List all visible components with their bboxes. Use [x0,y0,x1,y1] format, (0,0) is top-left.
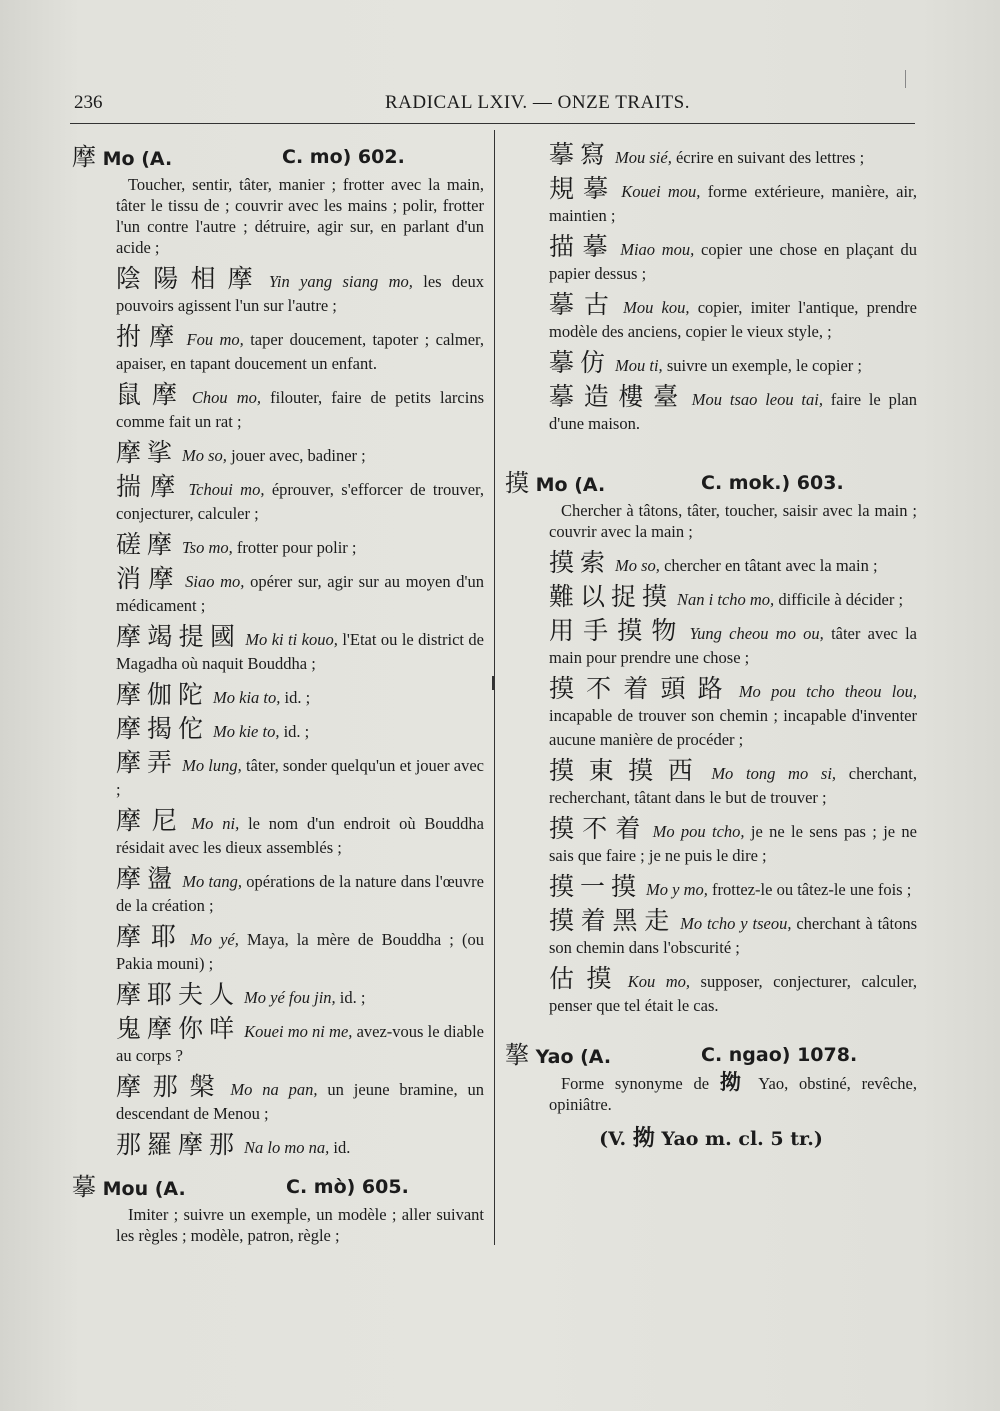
compound-entry [505,174,917,228]
compound-gloss: id. ; [339,988,366,1007]
headword-cantonese: C. mò) 605. [286,1176,409,1198]
compound-chars: 摸不着 [549,814,649,843]
compound-romanization: Mou kou, [623,298,690,317]
compound-entry [505,348,917,378]
compound-chars: 摩挲 [116,438,179,467]
ref-text: Yao m. cl. 5 tr.) [661,1128,823,1150]
compound-romanization: Mo ki ti kouo, [245,630,338,649]
compound-gloss: forme extérieure, manière, air, maintien ; [549,182,917,225]
compound-romanization: Yung cheou mo ou, [689,624,824,643]
compound-gloss: écrire en suivant des lettres ; [675,148,865,167]
def-text: Yao, obstiné, revêche, opiniâtre. [549,1074,917,1114]
compound-chars: 摸一摸 [549,872,643,901]
compound-entry [72,680,484,710]
compound-romanization: Mo na pan, [230,1080,318,1099]
compound-gloss: opérer sur, agir sur au moyen d'un médicament ; [116,572,485,615]
compound-romanization: Mo y mo, [646,880,708,899]
compound-gloss: tâter avec la main pour prendre une chose ; [549,624,917,667]
compound-gloss: jouer avec, badiner ; [231,446,366,465]
compound-entry [72,622,484,676]
compound-gloss: frottez-le ou tâtez-le une fois ; [712,880,912,899]
compound-chars: 摩弄 [116,748,179,777]
compound-romanization: Mo tang, [182,872,242,891]
compound-romanization: Mou tsao leou tai, [691,390,823,409]
compound-chars: 摸東摸西 [549,756,708,785]
compound-gloss: cherchant à tâtons son chemin dans l'obscurité ; [549,914,918,957]
compound-chars: 摩盪 [116,864,179,893]
definition-1078 [549,1072,917,1115]
compound-chars: 估摸 [549,964,624,993]
compound-gloss: difficile à décider ; [778,590,904,609]
ref-char: 拗 [632,1125,655,1151]
page-number: 236 [74,92,103,113]
compound-chars: 摹造樓臺 [549,382,688,411]
entry-heading-605 [72,1170,484,1204]
compound-line [72,564,484,618]
compound-entry [72,530,484,560]
compound-entry [505,290,917,344]
compound-romanization: Mo kie to, [213,722,280,741]
right-column [505,140,917,1152]
compound-gloss: incapable de trouver son chemin ; incapable d'inventer aucune manière de procéder ; [549,706,917,749]
page-header [70,92,915,122]
compound-line [505,872,917,902]
compound-gloss: frotter pour polir ; [236,538,357,557]
compound-romanization: Mo pou tcho, [652,822,745,841]
compound-romanization: Chou mo, [191,388,262,407]
compound-entry [505,814,917,868]
compound-line [72,1072,484,1126]
compound-gloss: Maya, la mère de Bouddha ; (ou Pakia mouni) ; [116,930,484,973]
compound-entry [72,1014,484,1068]
compound-chars: 摩竭提國 [116,622,242,651]
compound-line [505,548,917,578]
compound-gloss: taper doucement, tapoter ; calmer, apaiser, en tapant doucement un enfant. [116,330,484,373]
compound-entry [72,380,484,434]
compound-chars: 摩耶夫人 [116,980,241,1009]
compound-chars: 規摹 [549,174,618,203]
compound-entry [72,922,484,976]
compound-chars: 摩伽陀 [116,680,210,709]
compound-chars: 摩尼 [116,806,188,835]
compound-gloss: id. [333,1138,351,1157]
cross-reference [505,1121,917,1152]
compound-entry [72,864,484,918]
compound-entry [505,964,917,1018]
compound-entry [505,548,917,578]
compound-entry [72,472,484,526]
headword-mandarin: Yao (A. [535,1046,612,1068]
compound-line [72,864,484,918]
compound-romanization: Mo yé fou jin, [244,988,336,1007]
headword-cantonese: C. mok.) 603. [701,472,844,494]
compound-entry [505,872,917,902]
entry-heading-603 [505,466,917,500]
definition-602: Toucher, sentir, tâter, manier ; frotter avec la main, tâter le tissu de ; couvrir avec les mains ; polir, frotter l'un contre l'autre ; détruire, agir sur, en parlant d'un acide ; [116,175,484,257]
compound-line [72,438,484,468]
compound-gloss: un jeune bramine, un descendant de Menou ; [116,1080,485,1123]
compound-entry [505,232,917,286]
compound-romanization: Tso mo, [182,538,233,557]
compound-line [505,964,917,1018]
headword-mandarin: Mou (A. [102,1178,186,1200]
compound-romanization: Mo lung, [182,756,242,775]
compound-entry [72,564,484,618]
definition-603: Chercher à tâtons, tâter, toucher, saisir avec la main ; couvrir avec la main ; [549,501,917,541]
compound-gloss: copier une chose en plaçant du papier dessus ; [549,240,917,283]
compound-chars: 用手摸物 [549,616,686,645]
compound-gloss: suivre un exemple, le copier ; [666,356,862,375]
compound-line [72,806,484,860]
compound-gloss: id. ; [283,722,310,741]
compound-chars: 消摩 [116,564,182,593]
headword-char: 摸 [505,469,529,497]
compound-entry [72,1130,484,1160]
compound-entry [505,616,917,670]
compound-romanization: Na lo mo na, [244,1138,330,1157]
compound-romanization: Kouei mou, [621,182,701,201]
compound-gloss: éprouver, s'efforcer de trouver, conjecturer, calculer ; [116,480,484,523]
headword-char: 摩 [72,143,96,171]
column-divider [494,130,495,1245]
compound-list-603 [505,548,917,1018]
compound-gloss: tâter, sonder quelqu'un et jouer avec ; [116,756,484,799]
compound-gloss: je ne le sens pas ; je ne sais que faire ; je ne puis le dire ; [549,822,918,865]
compound-line [72,1130,484,1160]
running-title: RADICAL LXIV. — ONZE TRAITS. [385,92,690,113]
compound-gloss: faire le plan d'une maison. [549,390,917,433]
compound-chars: 摸着黑走 [549,906,677,935]
compound-line [505,232,917,286]
compound-line [72,472,484,526]
compound-line [505,174,917,228]
compound-chars: 難以捉摸 [549,582,674,611]
compound-line [505,348,917,378]
compound-romanization: Siao mo, [185,572,245,591]
compound-entry [72,264,484,318]
headword-cantonese: C. mo) 602. [282,146,405,168]
compound-entry [505,582,917,612]
compound-chars: 摹仿 [549,348,612,377]
compound-romanization: Mou sié, [615,148,672,167]
compound-romanization: Tchoui mo, [188,480,265,499]
header-rule [70,123,915,124]
compound-romanization: Mou ti, [615,356,663,375]
compound-chars: 摩揭佗 [116,714,210,743]
compound-chars: 那羅摩那 [116,1130,241,1159]
compound-chars: 摹寫 [549,140,612,169]
compound-chars: 摹古 [549,290,620,319]
left-column [72,140,484,1252]
compound-line [505,290,917,344]
compound-entry [72,438,484,468]
compound-chars: 摩耶 [116,922,186,951]
margin-mark [905,70,906,88]
compound-romanization: Mo so, [182,446,227,465]
compound-entry [505,906,917,960]
compound-gloss: opérations de la nature dans l'œuvre de la création ; [116,872,484,915]
compound-entry [72,748,484,802]
compound-line [505,756,917,810]
compound-gloss: avez-vous le diable au corps ? [116,1022,485,1065]
compound-line [72,322,484,376]
compound-gloss: l'Etat ou le district de Magadha où naquit Bouddha ; [116,630,485,673]
compound-romanization: Miao mou, [620,240,695,259]
compound-entry [505,140,917,170]
entry-heading-1078 [505,1038,917,1072]
compound-gloss: cherchant, recherchant, tâtant dans le but de trouver ; [549,764,917,807]
compound-line [505,674,917,752]
compound-line [72,380,484,434]
entry-heading-602 [72,140,484,174]
compound-gloss: supposer, conjecturer, calculer, penser que tel était le cas. [549,972,917,1015]
compound-romanization: Mo tong mo si, [711,764,837,783]
compound-gloss: les deux pouvoirs agissent l'un sur l'autre ; [116,272,485,315]
compound-line [72,530,484,560]
compound-romanization: Nan i tcho mo, [677,590,775,609]
compound-line [72,680,484,710]
compound-line [505,616,917,670]
def-text: Forme synonyme de [561,1074,710,1093]
compound-chars: 鬼摩你咩 [116,1014,241,1043]
compound-list-602 [72,264,484,1160]
compound-line [505,582,917,612]
headword-char: 摹 [72,1173,96,1201]
compound-romanization: Mo tcho y tseou, [680,914,792,933]
compound-gloss: copier, imiter l'antique, prendre modèle des anciens, copier le vieux style, ; [549,298,917,341]
compound-line [72,1014,484,1068]
compound-list-605 [505,140,917,436]
compound-chars: 磋摩 [116,530,179,559]
compound-chars: 揣摩 [116,472,185,501]
compound-line [72,748,484,802]
compound-entry [505,756,917,810]
compound-romanization: Mo pou tcho theou lou, [738,682,917,701]
headword-char: 摮 [505,1041,529,1069]
compound-line [72,980,484,1010]
compound-romanization: Mo ni, [191,814,240,833]
compound-romanization: Kouei mo ni me, [244,1022,353,1041]
headword-mandarin: Mo (A. [535,474,606,496]
compound-romanization: Mo so, [615,556,660,575]
compound-entry [72,714,484,744]
compound-entry [72,980,484,1010]
compound-entry [72,1072,484,1126]
compound-line [72,714,484,744]
compound-entry [505,674,917,752]
compound-line [505,814,917,868]
compound-entry [505,382,917,436]
compound-entry [72,322,484,376]
compound-line [505,140,917,170]
definition-605: Imiter ; suivre un exemple, un modèle ; aller suivant les règles ; modèle, patron, règle ; [116,1205,484,1245]
compound-line [72,922,484,976]
compound-chars: 拊摩 [116,322,183,351]
compound-romanization: Kou mo, [627,972,691,991]
headword-mandarin: Mo (A. [102,148,173,170]
compound-chars: 摸不着頭路 [549,674,735,703]
compound-line [72,622,484,676]
compound-romanization: Mo yé, [189,930,239,949]
compound-romanization: Mo kia to, [213,688,281,707]
headword-cantonese: C. ngao) 1078. [701,1044,858,1066]
compound-entry [72,806,484,860]
compound-chars: 描摹 [549,232,617,261]
compound-chars: 摸索 [549,548,612,577]
compound-line [72,264,484,318]
compound-chars: 鼠摩 [116,380,188,409]
def-char: 拗 [719,1070,748,1094]
compound-chars: 陰陽相摩 [116,264,265,293]
compound-chars: 摩那槃 [116,1072,227,1101]
divider-tick [492,676,494,690]
compound-gloss: chercher en tâtant avec la main ; [664,556,878,575]
compound-gloss: filouter, faire de petits larcins comme fait un rat ; [116,388,484,431]
compound-gloss: id. ; [284,688,311,707]
compound-gloss: le nom d'un endroit où Bouddha résidait avec les dieux assemblés ; [116,814,485,857]
compound-line [505,906,917,960]
compound-romanization: Fou mo, [186,330,244,349]
compound-romanization: Yin yang siang mo, [268,272,413,291]
ref-text: (V. [599,1128,627,1150]
compound-line [505,382,917,436]
